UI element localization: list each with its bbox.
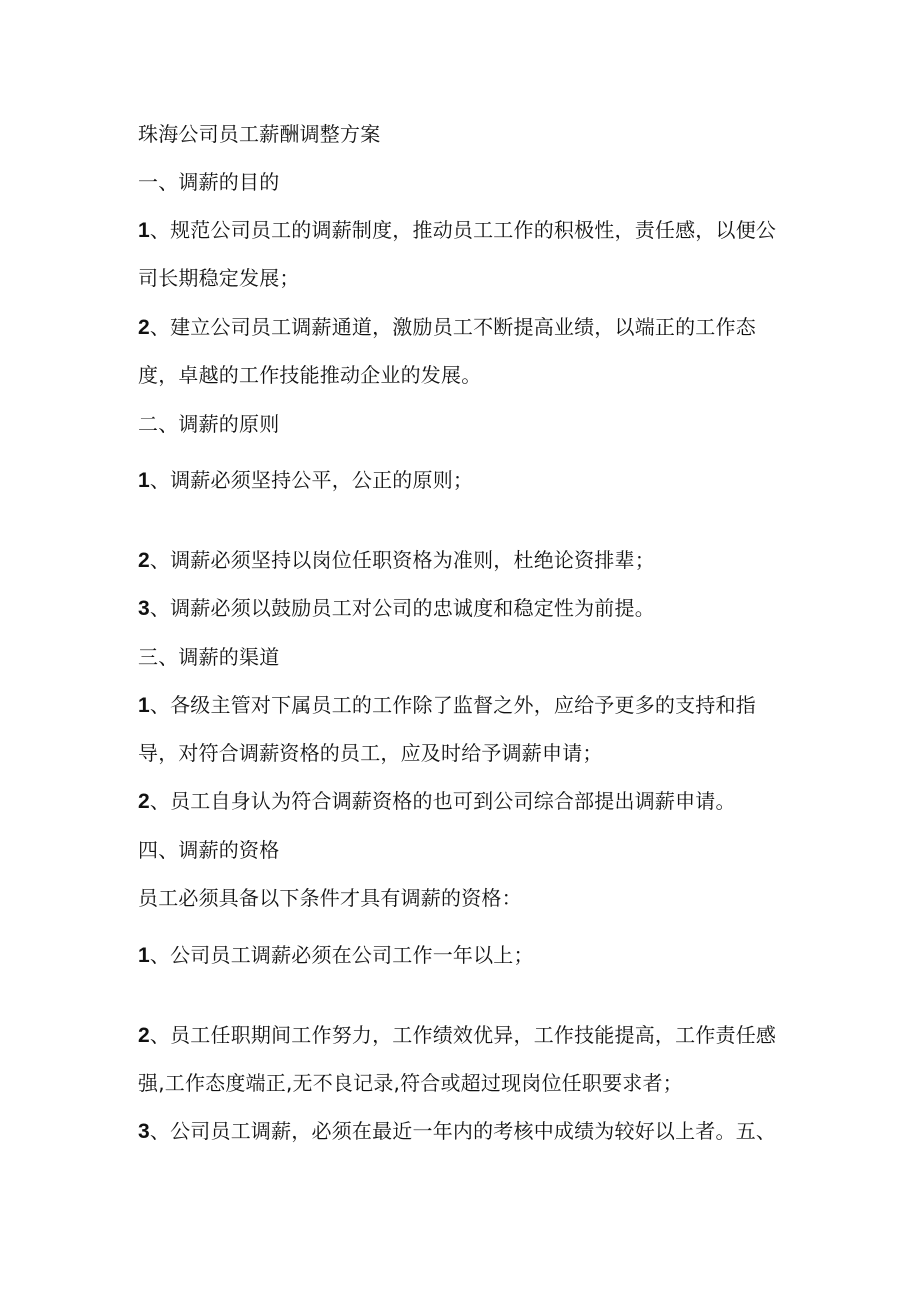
qualification-item-1 <box>138 941 534 970</box>
item-text: 、各级主管对下属员工的工作除了监督之外，应给予更多的支持和指 <box>149 693 756 717</box>
item-text: 、调薪必须坚持以岗位任职资格为准则，杜绝论资排辈； <box>149 548 655 572</box>
qualification-item-3 <box>138 1117 776 1146</box>
item-number: 1 <box>138 944 150 967</box>
item-number: 3 <box>138 597 150 620</box>
purpose-item-1-line-2: 司长期稳定发展； <box>138 266 300 290</box>
channel-item-1-line-1 <box>138 691 756 720</box>
item-text: 、规范公司员工的调薪制度，推动员工工作的积极性，责任感，以便公 <box>149 218 777 242</box>
channel-item-2 <box>138 787 736 816</box>
principle-item-3 <box>138 594 655 623</box>
item-number: 2 <box>138 1024 150 1047</box>
item-number: 2 <box>138 549 150 572</box>
item-text: 、建立公司员工调薪通道，激励员工不断提高业绩，以端正的工作态 <box>149 315 756 339</box>
section-heading-qualifications: 四、调薪的资格 <box>138 838 280 862</box>
section-heading-purpose: 一、调薪的目的 <box>138 170 280 194</box>
item-number: 2 <box>138 790 150 813</box>
qualifications-intro: 员工必须具备以下条件才具有调薪的资格： <box>138 886 522 910</box>
item-number: 2 <box>138 316 150 339</box>
item-number: 1 <box>138 469 150 492</box>
item-text: 、公司员工调薪，必须在最近一年内的考核中成绩为较好以上者。五、 <box>149 1119 777 1143</box>
item-number: 3 <box>138 1120 150 1143</box>
channel-item-1-line-2: 导，对符合调薪资格的员工，应及时给予调薪申请； <box>138 741 603 765</box>
section-heading-channels: 三、调薪的渠道 <box>138 645 280 669</box>
item-text: 、员工任职期间工作努力，工作绩效优异，工作技能提高，工作责任感 <box>149 1023 777 1047</box>
item-number: 1 <box>138 694 150 717</box>
qualification-item-2-line-2: 强,工作态度端正,无不良记录,符合或超过现岗位任职要求者； <box>138 1071 683 1095</box>
item-text: 、调薪必须坚持公平，公正的原则； <box>149 468 474 492</box>
purpose-item-1-line-1 <box>138 216 776 245</box>
purpose-item-2-line-2: 度，卓越的工作技能推动企业的发展。 <box>138 363 482 387</box>
item-text: 、员工自身认为符合调薪资格的也可到公司综合部提出调薪申请。 <box>149 789 736 813</box>
item-text: 、公司员工调薪必须在公司工作一年以上； <box>149 943 534 967</box>
qualification-item-2-line-1 <box>138 1021 776 1050</box>
principle-item-2 <box>138 546 655 575</box>
document-title: 珠海公司员工薪酬调整方案 <box>138 122 381 146</box>
item-number: 1 <box>138 219 150 242</box>
section-heading-principles: 二、调薪的原则 <box>138 412 280 436</box>
purpose-item-2-line-1 <box>138 313 756 342</box>
principle-item-1 <box>138 466 473 495</box>
item-text: 、调薪必须以鼓励员工对公司的忠诚度和稳定性为前提。 <box>149 596 655 620</box>
